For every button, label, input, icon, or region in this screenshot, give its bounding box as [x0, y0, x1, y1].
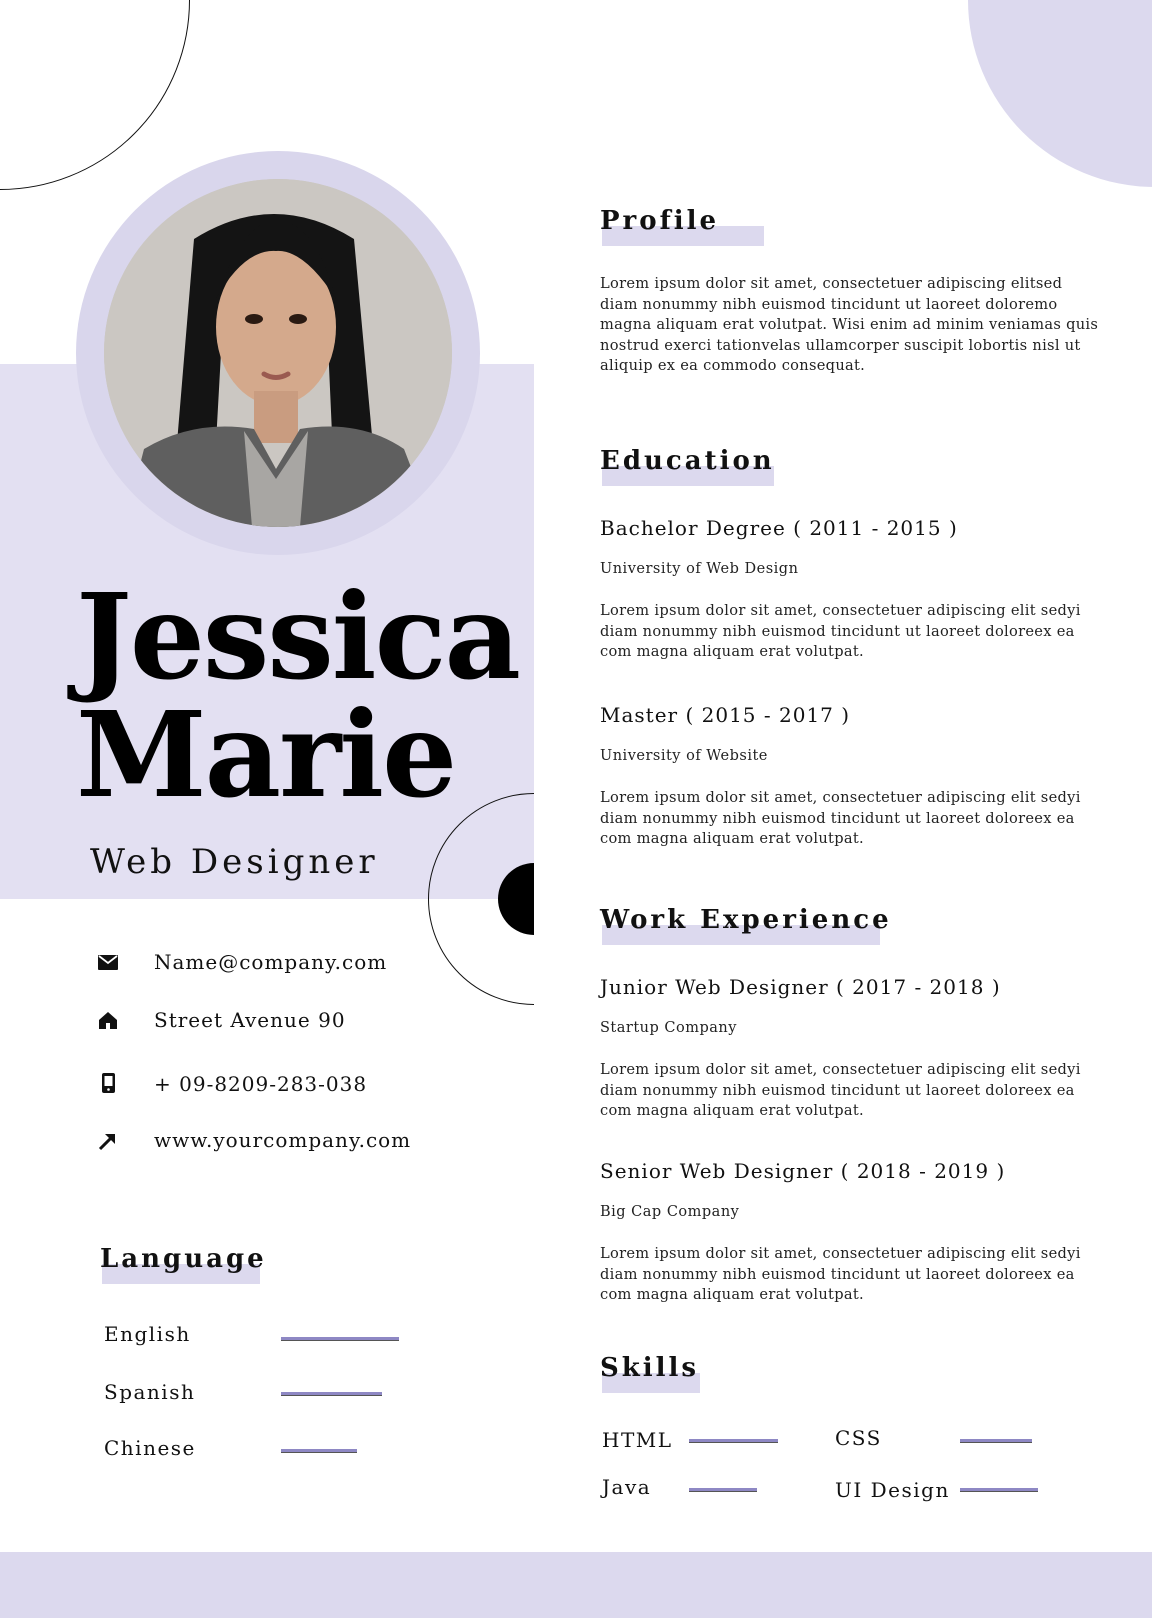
skill-level-bar	[689, 1488, 757, 1492]
skills-heading-text: Skills	[600, 1353, 700, 1383]
skill-html: HTML	[602, 1428, 673, 1452]
footer-band	[0, 1552, 1152, 1618]
skill-ui-design: UI Design	[835, 1478, 950, 1502]
language-english: English	[104, 1322, 191, 1346]
work-item-description: Lorem ipsum dolor sit amet, consectetuer adipiscing elit sedyi diam nonummy nibh euismod tincidunt ut laoreet doloreex ea com magna aliquam erat volutpat.	[600, 1061, 1081, 1120]
work-item-company: Startup Company	[600, 1020, 737, 1036]
contact-email[interactable]: Name@company.com	[154, 950, 388, 974]
profile-heading-text: Profile	[600, 206, 720, 236]
work-item-company: Big Cap Company	[600, 1204, 740, 1220]
contact-address: Street Avenue 90	[154, 1008, 346, 1032]
skill-level-bar	[960, 1488, 1038, 1492]
language-level-bar	[281, 1449, 357, 1453]
profile-heading	[600, 206, 719, 242]
education-heading	[600, 446, 775, 482]
education-item-school: University of Web Design	[600, 561, 799, 577]
skill-css: CSS	[835, 1426, 882, 1450]
skills-heading	[600, 1353, 699, 1389]
skill-level-bar	[960, 1439, 1032, 1443]
work-item-title: Junior Web Designer ( 2017 - 2018 )	[600, 975, 1001, 999]
phone-icon	[96, 1071, 120, 1095]
education-item-title: Master ( 2015 - 2017 )	[600, 703, 851, 727]
portrait-illustration	[104, 179, 452, 527]
work-heading-text: Work Experience	[600, 905, 892, 935]
language-heading-text: Language	[100, 1244, 267, 1274]
work-item-title: Senior Web Designer ( 2018 - 2019 )	[600, 1159, 1006, 1183]
work-heading	[600, 905, 892, 941]
profile-photo	[104, 179, 452, 527]
decorative-circle	[968, 0, 1152, 187]
contact-phone[interactable]: + 09-8209-283-038	[154, 1072, 368, 1096]
language-chinese: Chinese	[104, 1436, 196, 1460]
arrow-icon	[96, 1129, 120, 1153]
education-item-description: Lorem ipsum dolor sit amet, consectetuer adipiscing elit sedyi diam nonummy nibh euismod tincidunt ut laoreet doloreex ea com magna aliquam erat volutpat.	[600, 789, 1081, 848]
education-item-description: Lorem ipsum dolor sit amet, consectetuer adipiscing elit sedyi diam nonummy nibh euismod tincidunt ut laoreet doloreex ea com magna aliquam erat volutpat.	[600, 602, 1081, 661]
mail-icon	[96, 950, 120, 974]
language-level-bar	[281, 1337, 399, 1341]
name-first: Jessica	[76, 567, 519, 706]
home-icon	[96, 1008, 120, 1032]
decorative-arc	[0, 0, 190, 190]
work-item-description: Lorem ipsum dolor sit amet, consectetuer adipiscing elit sedyi diam nonummy nibh euismod tincidunt ut laoreet doloreex ea com magna aliquam erat volutpat.	[600, 1245, 1081, 1304]
education-item-school: University of Website	[600, 748, 768, 764]
skill-level-bar	[689, 1439, 778, 1443]
skill-java: Java	[602, 1475, 652, 1499]
education-heading-text: Education	[600, 446, 775, 476]
profile-text: Lorem ipsum dolor sit amet, consectetuer adipiscing elitsed diam nonummy nibh euismod tincidunt ut laoreet doloremo magna aliquam erat volutpat. Wisi enim ad minim veniamas quis nostrud exerci tationvelas ullamcorper suscipit lobortis nisl ut aliquip ex ea commodo consequat.	[600, 275, 1099, 375]
contact-website[interactable]: www.yourcompany.com	[154, 1128, 412, 1152]
language-spanish: Spanish	[104, 1380, 196, 1404]
language-level-bar	[281, 1392, 382, 1396]
language-heading	[100, 1244, 267, 1280]
education-item-title: Bachelor Degree ( 2011 - 2015 )	[600, 516, 958, 540]
job-title: Web Designer	[90, 842, 379, 882]
name-last: Marie	[76, 685, 456, 824]
